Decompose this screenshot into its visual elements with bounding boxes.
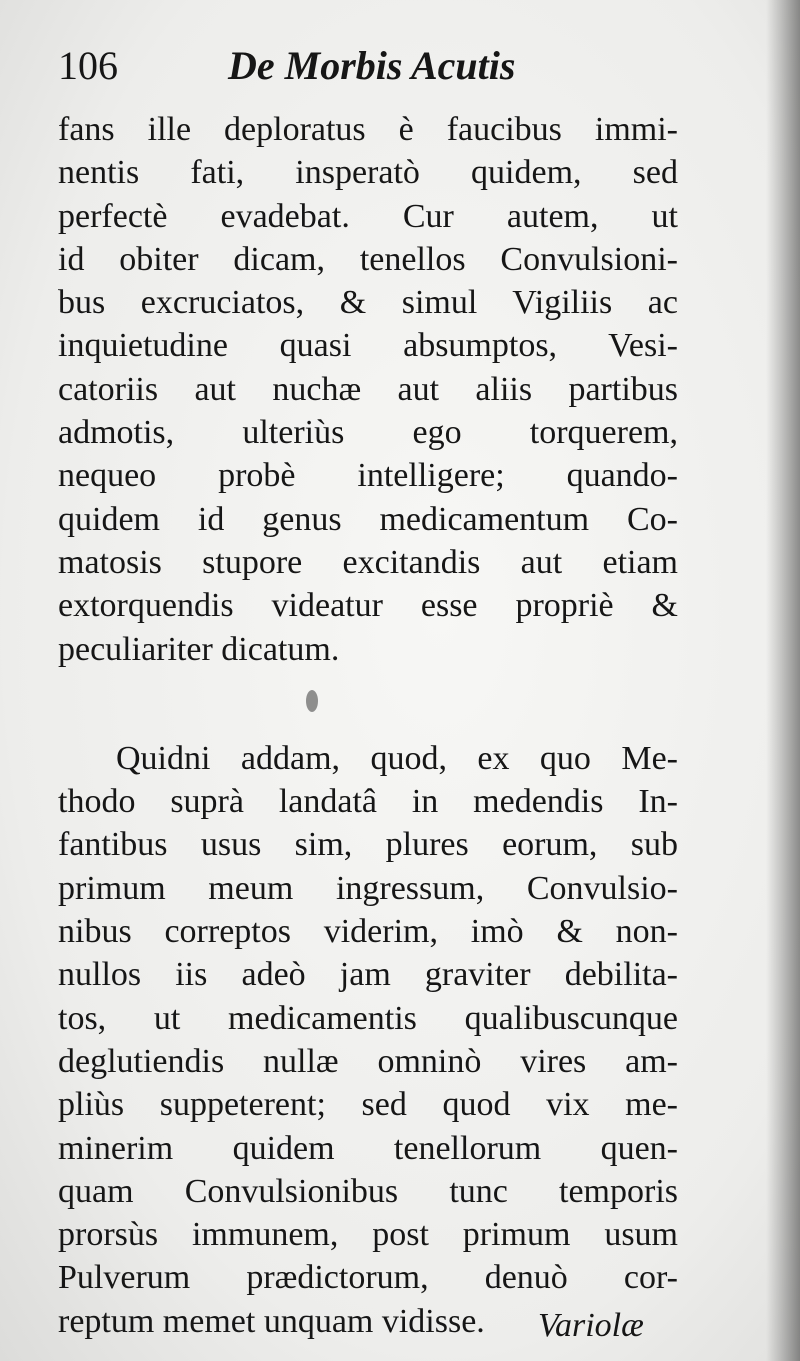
- body-text: [58, 108, 678, 1343]
- text-line: reptum memet unquam vidisse.: [58, 1302, 485, 1340]
- text-line: nequeo probè intelligere; quando-: [58, 457, 678, 495]
- text-line: peculiariter dicatum.: [58, 630, 340, 668]
- catchword: Variolæ: [538, 1307, 644, 1344]
- text-line: thodo suprà landatâ in medendis In-: [58, 783, 678, 821]
- text-line: prorsùs immunem, post primum usum: [58, 1216, 678, 1254]
- text-line: nentis fati, insperatò quidem, sed: [58, 154, 678, 192]
- text-line: fantibus usus sim, plures eorum, sub: [58, 826, 678, 864]
- header-title: De Morbis Acutis: [228, 43, 516, 88]
- paragraph-gap: [58, 671, 678, 737]
- text-line: primum meum ingressum, Convulsio-: [58, 869, 678, 907]
- gutter-shadow: [766, 0, 800, 1361]
- text-line: minerim quidem tenellorum quen-: [58, 1129, 678, 1167]
- text-line: Quidni addam, quod, ex quo Me-: [116, 739, 678, 777]
- text-line: fans ille deploratus è faucibus immi-: [58, 111, 678, 148]
- text-line: nullos iis adeò jam graviter debilita-: [58, 956, 678, 994]
- text-line: Pulverum prædictorum, denuò cor-: [58, 1259, 678, 1297]
- text-line: quidem id genus medicamentum Co-: [58, 500, 678, 538]
- text-line: catoriis aut nuchæ aut aliis partibus: [58, 370, 678, 408]
- text-line: id obiter dicam, tenellos Convulsioni-: [58, 240, 678, 278]
- text-line: perfectè evadebat. Cur autem, ut: [58, 197, 678, 235]
- text-line: admotis, ulteriùs ego torquerem,: [58, 414, 678, 452]
- text-line: deglutiendis nullæ omninò vires am-: [58, 1042, 678, 1080]
- paragraph-1: [58, 108, 678, 671]
- text-line: bus excruciatos, & simul Vigiliis ac: [58, 284, 678, 322]
- running-head: [58, 36, 618, 96]
- text-line: extorquendis videatur esse propriè &: [58, 587, 678, 625]
- ink-blot: [306, 690, 318, 712]
- text-line: inquietudine quasi absumptos, Vesi-: [58, 327, 678, 365]
- text-line: nibus correptos viderim, imò & non-: [58, 913, 678, 951]
- text-line: tos, ut medicamentis qualibuscunque: [58, 999, 678, 1037]
- text-line: pliùs suppeterent; sed quod vix me-: [58, 1086, 678, 1124]
- paragraph-2: [58, 737, 678, 1343]
- text-line: quam Convulsionibus tunc temporis: [58, 1172, 678, 1210]
- text-line: matosis stupore excitandis aut etiam: [58, 543, 678, 581]
- page-number: 106: [58, 43, 118, 88]
